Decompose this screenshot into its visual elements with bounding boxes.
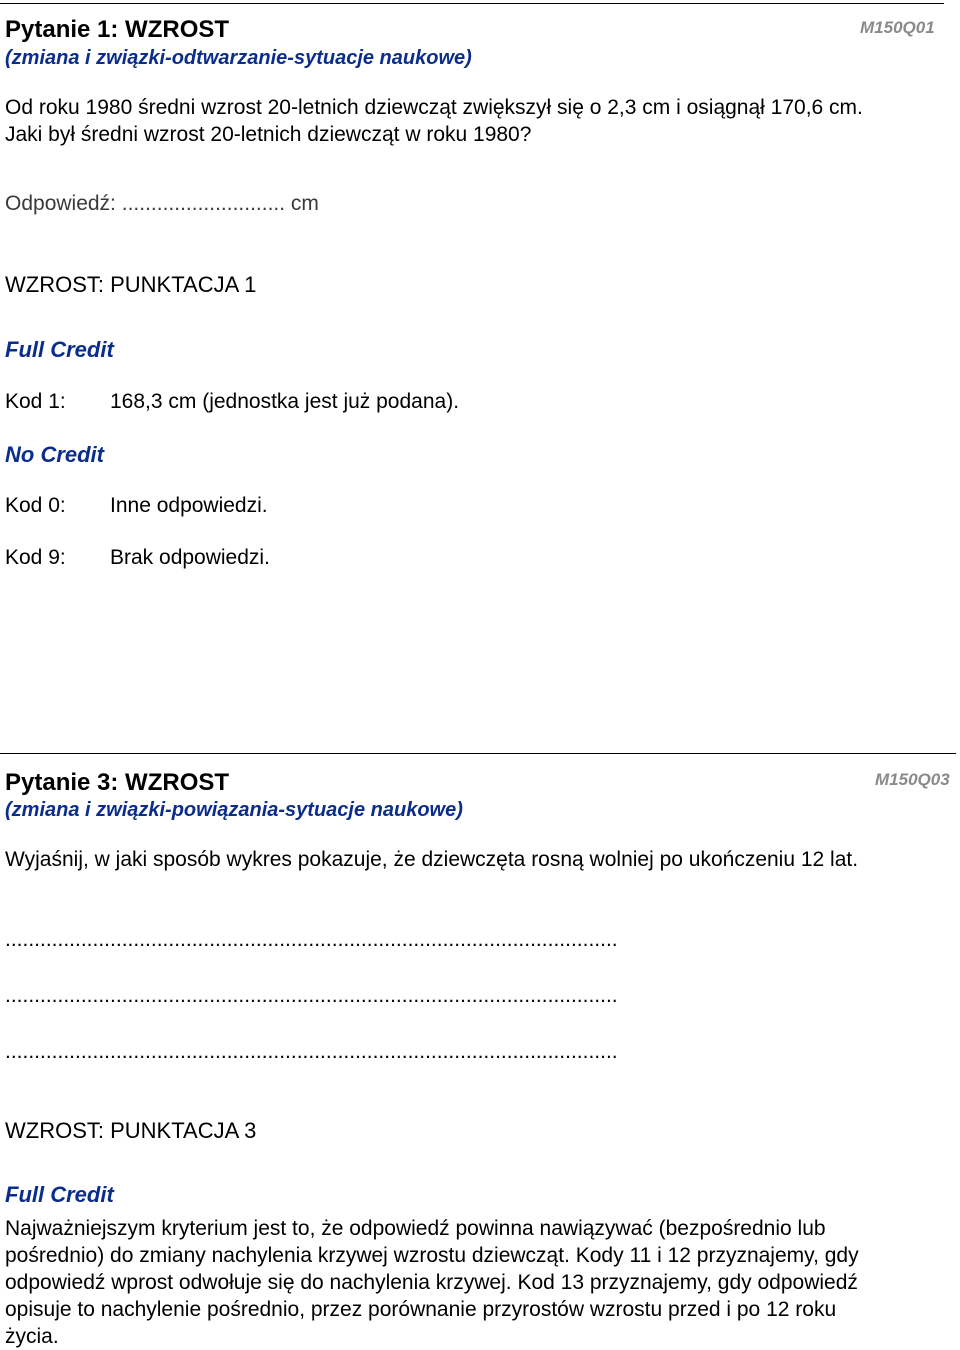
answer-line-3: .........................................................................................................: [5, 1040, 618, 1063]
question-1-code: M150Q01: [860, 18, 935, 37]
full-credit-heading-1: Full Credit: [5, 337, 114, 362]
full-credit-heading-3: Full Credit: [5, 1182, 114, 1207]
answer-line-1: .........................................................................................................: [5, 928, 618, 951]
question-3-text: Wyjaśnij, w jaki sposób wykres pokazuje, że dziewczęta rosną wolniej po ukończeniu 12 lat.: [5, 848, 859, 871]
code-text: 168,3 cm (jednostka jest już podana).: [110, 390, 460, 413]
question-3-subtitle: (zmiana i związki-powiązania-sytuacje naukowe): [5, 799, 463, 821]
no-credit-heading: No Credit: [5, 442, 104, 467]
question-3-code: M150Q03: [875, 770, 950, 789]
scoring-description: Najważniejszym kryterium jest to, że odpowiedź powinna nawiązywać (bezpośrednio lub pośrednio) do zmiany nachylenia krzywej wzrostu dziewcząt. Kody 11 i 12 przyznajemy, gdy odpowiedź wprost odwołuje się do nachylenia krzywej. Kod 13 przyznajemy, gdy odpowiedź opisuje to nachylenie pośrednio, przez porównanie przyrostów wzrostu przed i po 12 roku życia.: [5, 1217, 859, 1348]
scoring-title-1: WZROST: PUNKTACJA 1: [5, 272, 257, 297]
answer-line: Odpowiedź: ............................ cm: [5, 192, 319, 215]
code-text: Brak odpowiedzi.: [110, 546, 270, 569]
question-3-title: Pytanie 3: WZROST: [5, 769, 230, 796]
top-divider: [0, 3, 944, 4]
section-divider: [0, 753, 956, 754]
code-label: Kod 1:: [5, 390, 66, 413]
code-label: Kod 0:: [5, 494, 66, 517]
question-1-text: Od roku 1980 średni wzrost 20-letnich dziewcząt zwiększył się o 2,3 cm i osiągnął 170,6 cm. Jaki był średni wzrost 20-letnich dziewcząt w roku 1980?: [5, 96, 863, 146]
answer-line-2: .........................................................................................................: [5, 984, 618, 1007]
scoring-title-3: WZROST: PUNKTACJA 3: [5, 1118, 257, 1143]
question-1-subtitle: (zmiana i związki-odtwarzanie-sytuacje naukowe): [5, 47, 472, 69]
code-label: Kod 9:: [5, 546, 66, 569]
question-1-title: Pytanie 1: WZROST: [5, 16, 230, 43]
code-text: Inne odpowiedzi.: [110, 494, 268, 517]
